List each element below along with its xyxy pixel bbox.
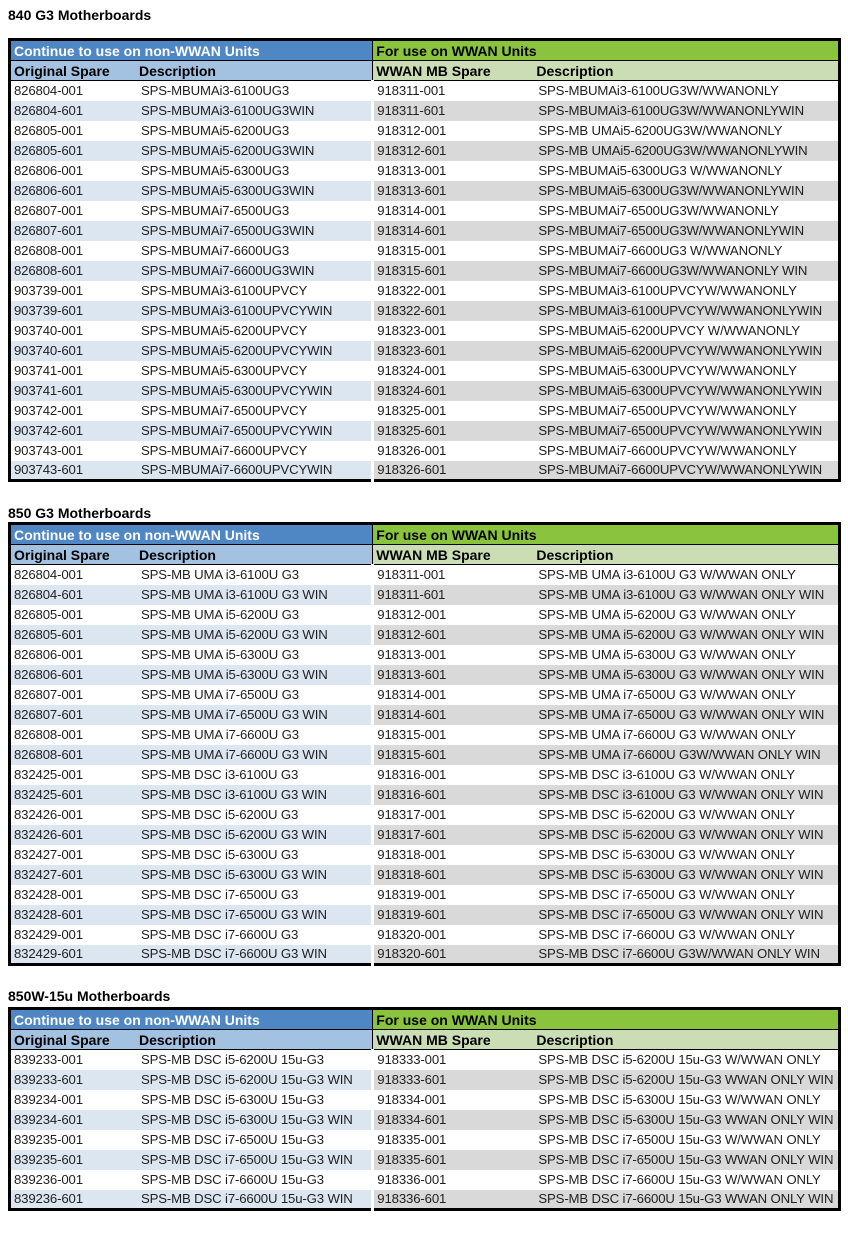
wwan-mb-spare-cell: 918334-601: [373, 1110, 534, 1130]
wwan-description-cell: SPS-MB UMA i5-6200U G3 W/WWAN ONLY WIN: [533, 625, 839, 645]
table-row: [10, 321, 840, 341]
original-spare-cell: 826808-601: [10, 261, 136, 281]
wwan-mb-spare-cell: 918317-001: [373, 805, 534, 825]
original-spare-cell: 826807-001: [14, 203, 83, 218]
wwan-description-cell: SPS-MBUMAi3-6100UPVCYW/WWANONLY: [538, 283, 797, 298]
table-row: [10, 885, 840, 905]
original-spare-cell: 903739-601: [10, 301, 136, 321]
original-spare-cell: 826804-001: [14, 83, 83, 99]
description-column-header: Description: [136, 1030, 373, 1050]
section-840-g3: [0, 0, 848, 482]
wwan-mb-spare-cell: 918312-001: [373, 121, 534, 141]
wwan-group-header: For use on WWAN Units: [373, 1009, 840, 1030]
motherboard-spares-table-850w-15u: [8, 1007, 841, 1211]
wwan-description-cell: SPS-MBUMAi5-6300UPVCYW/WWANONLY: [538, 363, 797, 378]
wwan-mb-spare-cell: 918316-001: [373, 765, 534, 785]
non-wwan-description-cell: SPS-MB DSC i7-6600U G3: [140, 927, 299, 942]
non-wwan-description-cell: SPS-MBUMAi5-6200UG3: [140, 123, 290, 138]
original-spare-cell: 826806-601: [10, 665, 136, 685]
table-row: [10, 1150, 840, 1170]
wwan-mb-spare-cell: 918326-601: [373, 461, 534, 481]
wwan-description-cell: SPS-MBUMAi5-6300UG3 W/WWANONLY: [538, 163, 783, 178]
wwan-description-cell: SPS-MB DSC i5-6300U G3 W/WWAN ONLY: [538, 847, 795, 862]
wwan-description-cell: SPS-MB DSC i5-6200U G3 W/WWAN ONLY WIN: [533, 825, 839, 845]
wwan-description-cell: SPS-MBUMAi5-6200UPVCYW/WWANONLYWIN: [533, 341, 839, 361]
table-body: [10, 1050, 840, 1210]
original-spare-cell: 826807-601: [10, 705, 136, 725]
non-wwan-group-header: Continue to use on non-WWAN Units: [10, 40, 373, 61]
table-row: [10, 1070, 840, 1090]
table-row: [10, 261, 840, 281]
wwan-mb-spare-cell: 918314-601: [373, 705, 534, 725]
table-row: [10, 161, 840, 181]
wwan-description-cell: SPS-MB UMA i7-6600U G3W/WWAN ONLY WIN: [533, 745, 839, 765]
table-body: [10, 81, 840, 481]
wwan-mb-spare-cell: 918320-001: [373, 925, 534, 945]
table-row: [10, 301, 840, 321]
non-wwan-description-cell: SPS-MBUMAi3-6100UPVCYWIN: [136, 301, 373, 321]
original-spare-cell: 826806-001: [14, 163, 83, 178]
wwan-description-cell: SPS-MB UMA i3-6100U G3 W/WWAN ONLY WIN: [533, 585, 839, 605]
wwan-mb-spare-cell: 918312-001: [373, 605, 534, 625]
original-spare-cell: 832426-601: [10, 825, 136, 845]
wwan-group-header: For use on WWAN Units: [373, 40, 840, 61]
table-row: [10, 725, 840, 745]
non-wwan-description-cell: SPS-MBUMAi7-6600UG3: [140, 243, 290, 258]
non-wwan-description-cell: SPS-MB DSC i5-6200U G3 WIN: [136, 825, 373, 845]
original-spare-cell: 903739-001: [14, 283, 83, 298]
original-spare-column-header: Original Spare: [10, 545, 136, 565]
wwan-description-cell: SPS-MB DSC i5-6300U G3 W/WWAN ONLY WIN: [533, 865, 839, 885]
table-row: [10, 381, 840, 401]
original-spare-cell: 839233-001: [14, 1052, 83, 1068]
original-spare-cell: 839234-001: [14, 1092, 83, 1107]
table-row: [10, 1170, 840, 1190]
wwan-description-cell: SPS-MBUMAi7-6500UPVCYW/WWANONLYWIN: [533, 421, 839, 441]
table-row: [10, 645, 840, 665]
table-row: [10, 201, 840, 221]
original-spare-cell: 903740-001: [14, 323, 83, 338]
wwan-mb-spare-cell: 918314-001: [373, 685, 534, 705]
original-spare-cell: 903741-601: [10, 381, 136, 401]
non-wwan-description-cell: SPS-MB DSC i3-6100U G3: [140, 767, 299, 782]
wwan-description-cell: SPS-MBUMAi7-6500UPVCYW/WWANONLY: [538, 403, 797, 418]
original-spare-cell: 839234-601: [10, 1110, 136, 1130]
table-row: [10, 745, 840, 765]
non-wwan-description-cell: SPS-MB DSC i7-6600U 15u-G3: [140, 1172, 324, 1187]
table-row: [10, 361, 840, 381]
wwan-description-cell: SPS-MB DSC i7-6500U G3 W/WWAN ONLY WIN: [533, 905, 839, 925]
wwan-description-cell: SPS-MBUMAi5-6300UG3W/WWANONLYWIN: [533, 181, 839, 201]
wwan-mb-spare-cell: 918311-001: [373, 565, 534, 585]
original-spare-cell: 826804-001: [14, 567, 83, 583]
wwan-description-cell: SPS-MB DSC i3-6100U G3 W/WWAN ONLY: [538, 767, 795, 782]
wwan-description-cell: SPS-MB DSC i5-6300U 15u-G3 W/WWAN ONLY: [538, 1092, 821, 1107]
non-wwan-description-cell: SPS-MBUMAi3-6100UG3: [140, 83, 290, 99]
wwan-mb-spare-cell: 918335-001: [373, 1130, 534, 1150]
table-row: [10, 785, 840, 805]
table-row: [10, 685, 840, 705]
table-row: [10, 461, 840, 481]
non-wwan-description-cell: SPS-MBUMAi5-6300UPVCY: [140, 363, 308, 378]
original-spare-cell: 839236-001: [14, 1172, 83, 1187]
wwan-mb-spare-cell: 918314-001: [373, 201, 534, 221]
non-wwan-description-cell: SPS-MB UMA i3-6100U G3 WIN: [136, 585, 373, 605]
description-column-header: Description: [533, 61, 839, 81]
non-wwan-description-cell: SPS-MB DSC i5-6300U G3 WIN: [136, 865, 373, 885]
wwan-description-cell: SPS-MBUMAi7-6500UG3W/WWANONLY: [538, 203, 779, 218]
original-spare-cell: 826805-601: [10, 141, 136, 161]
wwan-mb-spare-cell: 918315-601: [373, 745, 534, 765]
wwan-description-cell: SPS-MB DSC i7-6500U G3 W/WWAN ONLY: [538, 887, 795, 902]
wwan-description-cell: SPS-MBUMAi7-6600UPVCYW/WWANONLY: [538, 443, 797, 458]
group-header-row: [10, 1009, 840, 1030]
wwan-mb-spare-cell: 918315-601: [373, 261, 534, 281]
wwan-description-cell: SPS-MB DSC i7-6500U 15u-G3 WWAN ONLY WIN: [533, 1150, 839, 1170]
original-spare-cell: 826804-601: [10, 585, 136, 605]
non-wwan-description-cell: SPS-MBUMAi7-6500UG3WIN: [136, 221, 373, 241]
wwan-mb-spare-cell: 918318-601: [373, 865, 534, 885]
original-spare-cell: 832425-601: [10, 785, 136, 805]
wwan-description-cell: SPS-MBUMAi5-6200UPVCY W/WWANONLY: [538, 323, 801, 338]
non-wwan-description-cell: SPS-MB DSC i5-6300U G3: [140, 847, 299, 862]
wwan-mb-spare-cell: 918311-601: [373, 101, 534, 121]
wwan-description-cell: SPS-MBUMAi7-6600UPVCYW/WWANONLYWIN: [533, 461, 839, 481]
wwan-mb-spare-cell: 918316-601: [373, 785, 534, 805]
wwan-mb-spare-cell: 918322-001: [373, 281, 534, 301]
table-row: [10, 945, 840, 965]
table-row: [10, 845, 840, 865]
wwan-description-cell: SPS-MBUMAi3-6100UPVCYW/WWANONLYWIN: [533, 301, 839, 321]
non-wwan-description-cell: SPS-MBUMAi7-6500UPVCY: [140, 403, 308, 418]
group-header-row: [10, 524, 840, 545]
table-row: [10, 565, 840, 585]
non-wwan-description-cell: SPS-MB DSC i5-6200U 15u-G3: [140, 1052, 324, 1068]
non-wwan-description-cell: SPS-MB UMA i5-6300U G3: [140, 647, 299, 662]
table-row: [10, 241, 840, 261]
section-title: 850W-15u Motherboards: [8, 988, 171, 1004]
non-wwan-description-cell: SPS-MB UMA i5-6300U G3 WIN: [136, 665, 373, 685]
non-wwan-description-cell: SPS-MB UMA i7-6600U G3: [140, 727, 299, 742]
table-row: [10, 121, 840, 141]
wwan-description-cell: SPS-MB UMA i3-6100U G3 W/WWAN ONLY: [538, 567, 796, 583]
non-wwan-description-cell: SPS-MB DSC i5-6300U 15u-G3: [140, 1092, 324, 1107]
wwan-mb-spare-cell: 918313-001: [373, 161, 534, 181]
wwan-description-cell: SPS-MBUMAi7-6600UG3W/WWANONLY WIN: [533, 261, 839, 281]
table-row: [10, 81, 840, 101]
original-spare-cell: 832429-601: [10, 945, 136, 965]
table-row: [10, 665, 840, 685]
table-row: [10, 181, 840, 201]
non-wwan-description-cell: SPS-MBUMAi7-6600UG3WIN: [136, 261, 373, 281]
table-row: [10, 585, 840, 605]
original-spare-cell: 826804-601: [10, 101, 136, 121]
wwan-description-cell: SPS-MBUMAi7-6600UG3 W/WWANONLY: [538, 243, 783, 258]
table-row: [10, 421, 840, 441]
wwan-mb-spare-cell: 918325-001: [373, 401, 534, 421]
original-spare-cell: 839236-601: [10, 1190, 136, 1210]
wwan-mb-spare-cell: 918325-601: [373, 421, 534, 441]
original-spare-column-header: Original Spare: [10, 61, 136, 81]
original-spare-cell: 839235-601: [10, 1150, 136, 1170]
wwan-mb-spare-cell: 918313-601: [373, 181, 534, 201]
wwan-mb-spare-cell: 918313-601: [373, 665, 534, 685]
table-row: [10, 805, 840, 825]
original-spare-cell: 826805-001: [14, 123, 83, 138]
wwan-description-cell: SPS-MB DSC i7-6600U G3 W/WWAN ONLY: [538, 927, 795, 942]
motherboard-spares-table-850-g3: [8, 522, 841, 966]
original-spare-cell: 826806-001: [14, 647, 83, 662]
table-row: [10, 625, 840, 645]
non-wwan-description-cell: SPS-MB DSC i3-6100U G3 WIN: [136, 785, 373, 805]
table-row: [10, 1190, 840, 1210]
wwan-description-cell: SPS-MB DSC i7-6600U G3W/WWAN ONLY WIN: [533, 945, 839, 965]
non-wwan-description-cell: SPS-MB DSC i7-6600U G3 WIN: [136, 945, 373, 965]
original-spare-cell: 903743-601: [10, 461, 136, 481]
original-spare-cell: 826808-001: [14, 243, 83, 258]
section-850-g3: [0, 482, 848, 966]
wwan-description-cell: SPS-MB DSC i5-6200U G3 W/WWAN ONLY: [538, 807, 795, 822]
non-wwan-group-header: Continue to use on non-WWAN Units: [10, 1009, 373, 1030]
non-wwan-description-cell: SPS-MB DSC i5-6300U 15u-G3 WIN: [136, 1110, 373, 1130]
original-spare-cell: 832429-001: [14, 927, 83, 942]
wwan-mb-spare-cell: 918314-601: [373, 221, 534, 241]
non-wwan-description-cell: SPS-MB DSC i5-6200U 15u-G3 WIN: [136, 1070, 373, 1090]
non-wwan-description-cell: SPS-MB UMA i5-6200U G3: [140, 607, 299, 622]
table-row: [10, 825, 840, 845]
original-spare-cell: 903743-001: [14, 443, 83, 458]
original-spare-column-header: Original Spare: [10, 1030, 136, 1050]
table-row: [10, 1110, 840, 1130]
wwan-mb-spare-cell: 918322-601: [373, 301, 534, 321]
section-850w-15u: [0, 966, 848, 1211]
table-row: [10, 341, 840, 361]
wwan-mb-spare-column-header: WWAN MB Spare: [373, 545, 534, 565]
wwan-description-cell: SPS-MB UMA i7-6500U G3 W/WWAN ONLY WIN: [533, 705, 839, 725]
non-wwan-description-cell: SPS-MBUMAi5-6200UPVCYWIN: [136, 341, 373, 361]
wwan-mb-spare-cell: 918317-601: [373, 825, 534, 845]
wwan-mb-spare-cell: 918333-001: [373, 1050, 534, 1070]
table-row: [10, 925, 840, 945]
table-body: [10, 565, 840, 965]
non-wwan-description-cell: SPS-MB DSC i7-6500U 15u-G3: [140, 1132, 324, 1147]
non-wwan-description-cell: SPS-MBUMAi7-6500UG3: [140, 203, 290, 218]
non-wwan-description-cell: SPS-MBUMAi5-6200UG3WIN: [136, 141, 373, 161]
column-header-row: [10, 1030, 840, 1050]
wwan-description-cell: SPS-MB UMAi5-6200UG3W/WWANONLY: [538, 123, 783, 138]
original-spare-cell: 826805-001: [14, 607, 83, 622]
wwan-mb-spare-cell: 918323-001: [373, 321, 534, 341]
wwan-description-cell: SPS-MB UMAi5-6200UG3W/WWANONLYWIN: [533, 141, 839, 161]
non-wwan-description-cell: SPS-MBUMAi7-6500UPVCYWIN: [136, 421, 373, 441]
wwan-description-cell: SPS-MBUMAi7-6500UG3W/WWANONLYWIN: [533, 221, 839, 241]
wwan-description-cell: SPS-MB DSC i5-6200U 15u-G3 WWAN ONLY WIN: [533, 1070, 839, 1090]
original-spare-cell: 839235-001: [14, 1132, 83, 1147]
original-spare-cell: 826807-601: [10, 221, 136, 241]
original-spare-cell: 903742-001: [14, 403, 83, 418]
non-wwan-description-cell: SPS-MB DSC i7-6500U G3: [140, 887, 299, 902]
wwan-description-cell: SPS-MB UMA i7-6500U G3 W/WWAN ONLY: [538, 687, 796, 702]
non-wwan-description-cell: SPS-MBUMAi3-6100UPVCY: [140, 283, 308, 298]
table-row: [10, 865, 840, 885]
original-spare-cell: 832427-601: [10, 865, 136, 885]
wwan-description-cell: SPS-MB DSC i3-6100U G3 W/WWAN ONLY WIN: [533, 785, 839, 805]
original-spare-cell: 826806-601: [10, 181, 136, 201]
non-wwan-description-cell: SPS-MB UMA i7-6600U G3 WIN: [136, 745, 373, 765]
non-wwan-description-cell: SPS-MB DSC i7-6500U G3 WIN: [136, 905, 373, 925]
table-row: [10, 441, 840, 461]
table-row: [10, 1050, 840, 1070]
motherboard-spares-table-840-g3: [8, 38, 841, 482]
table-row: [10, 401, 840, 421]
wwan-description-cell: SPS-MB UMA i7-6600U G3 W/WWAN ONLY: [538, 727, 796, 742]
wwan-mb-spare-cell: 918311-001: [373, 81, 534, 101]
table-row: [10, 1130, 840, 1150]
wwan-mb-spare-cell: 918319-601: [373, 905, 534, 925]
section-title: 840 G3 Motherboards: [8, 7, 152, 23]
non-wwan-description-cell: SPS-MB DSC i7-6500U 15u-G3 WIN: [136, 1150, 373, 1170]
original-spare-cell: 832428-601: [10, 905, 136, 925]
wwan-mb-spare-column-header: WWAN MB Spare: [373, 1030, 534, 1050]
non-wwan-description-cell: SPS-MB DSC i5-6200U G3: [140, 807, 299, 822]
non-wwan-description-cell: SPS-MBUMAi5-6300UPVCYWIN: [136, 381, 373, 401]
wwan-description-cell: SPS-MB DSC i7-6600U 15u-G3 WWAN ONLY WIN: [533, 1190, 839, 1210]
table-row: [10, 765, 840, 785]
non-wwan-description-cell: SPS-MB DSC i7-6600U 15u-G3 WIN: [136, 1190, 373, 1210]
table-row: [10, 905, 840, 925]
wwan-mb-spare-cell: 918311-601: [373, 585, 534, 605]
wwan-description-cell: SPS-MB UMA i5-6300U G3 W/WWAN ONLY WIN: [533, 665, 839, 685]
table-row: [10, 1090, 840, 1110]
wwan-mb-spare-cell: 918323-601: [373, 341, 534, 361]
non-wwan-description-cell: SPS-MB UMA i7-6500U G3 WIN: [136, 705, 373, 725]
non-wwan-description-cell: SPS-MB UMA i5-6200U G3 WIN: [136, 625, 373, 645]
wwan-mb-spare-cell: 918312-601: [373, 625, 534, 645]
non-wwan-description-cell: SPS-MBUMAi5-6200UPVCY: [140, 323, 308, 338]
wwan-mb-spare-cell: 918319-001: [373, 885, 534, 905]
column-header-row: [10, 545, 840, 565]
wwan-mb-spare-cell: 918335-601: [373, 1150, 534, 1170]
wwan-description-cell: SPS-MBUMAi3-6100UG3W/WWANONLYWIN: [533, 101, 839, 121]
table-row: [10, 141, 840, 161]
original-spare-cell: 832426-001: [14, 807, 83, 822]
wwan-mb-spare-cell: 918315-001: [373, 241, 534, 261]
original-spare-cell: 903742-601: [10, 421, 136, 441]
wwan-mb-spare-cell: 918313-001: [373, 645, 534, 665]
wwan-mb-spare-cell: 918326-001: [373, 441, 534, 461]
wwan-mb-spare-cell: 918320-601: [373, 945, 534, 965]
table-row: [10, 705, 840, 725]
table-row: [10, 605, 840, 625]
wwan-mb-spare-cell: 918318-001: [373, 845, 534, 865]
table-row: [10, 281, 840, 301]
column-header-row: [10, 61, 840, 81]
wwan-mb-spare-cell: 918324-001: [373, 361, 534, 381]
wwan-mb-spare-column-header: WWAN MB Spare: [373, 61, 534, 81]
section-title: 850 G3 Motherboards: [8, 505, 152, 521]
table-row: [10, 101, 840, 121]
group-header-row: [10, 40, 840, 61]
non-wwan-description-cell: SPS-MBUMAi5-6300UG3: [140, 163, 290, 178]
description-column-header: Description: [533, 545, 839, 565]
wwan-description-cell: SPS-MB DSC i7-6600U 15u-G3 W/WWAN ONLY: [538, 1172, 821, 1187]
table-row: [10, 221, 840, 241]
original-spare-cell: 826808-601: [10, 745, 136, 765]
wwan-description-cell: SPS-MB UMA i5-6200U G3 W/WWAN ONLY: [538, 607, 796, 622]
wwan-mb-spare-cell: 918334-001: [373, 1090, 534, 1110]
original-spare-cell: 832427-001: [14, 847, 83, 862]
original-spare-cell: 839233-601: [10, 1070, 136, 1090]
non-wwan-description-cell: SPS-MBUMAi5-6300UG3WIN: [136, 181, 373, 201]
wwan-mb-spare-cell: 918312-601: [373, 141, 534, 161]
wwan-description-cell: SPS-MBUMAi5-6300UPVCYW/WWANONLYWIN: [533, 381, 839, 401]
non-wwan-description-cell: SPS-MBUMAi7-6600UPVCY: [140, 443, 308, 458]
description-column-header: Description: [533, 1030, 839, 1050]
wwan-group-header: For use on WWAN Units: [373, 524, 840, 545]
original-spare-cell: 832425-001: [14, 767, 83, 782]
original-spare-cell: 826807-001: [14, 687, 83, 702]
wwan-mb-spare-cell: 918315-001: [373, 725, 534, 745]
non-wwan-description-cell: SPS-MB UMA i3-6100U G3: [140, 567, 299, 583]
wwan-description-cell: SPS-MB DSC i7-6500U 15u-G3 W/WWAN ONLY: [538, 1132, 821, 1147]
wwan-description-cell: SPS-MB DSC i5-6200U 15u-G3 W/WWAN ONLY: [538, 1052, 821, 1068]
original-spare-cell: 826808-001: [14, 727, 83, 742]
wwan-mb-spare-cell: 918336-001: [373, 1170, 534, 1190]
original-spare-cell: 903741-001: [14, 363, 83, 378]
non-wwan-description-cell: SPS-MB UMA i7-6500U G3: [140, 687, 299, 702]
non-wwan-group-header: Continue to use on non-WWAN Units: [10, 524, 373, 545]
wwan-description-cell: SPS-MB UMA i5-6300U G3 W/WWAN ONLY: [538, 647, 796, 662]
wwan-description-cell: SPS-MB DSC i5-6300U 15u-G3 WWAN ONLY WIN: [533, 1110, 839, 1130]
non-wwan-description-cell: SPS-MBUMAi3-6100UG3WIN: [136, 101, 373, 121]
original-spare-cell: 832428-001: [14, 887, 83, 902]
description-column-header: Description: [136, 61, 373, 81]
wwan-mb-spare-cell: 918333-601: [373, 1070, 534, 1090]
original-spare-cell: 826805-601: [10, 625, 136, 645]
wwan-description-cell: SPS-MBUMAi3-6100UG3W/WWANONLY: [538, 83, 779, 99]
wwan-mb-spare-cell: 918336-601: [373, 1190, 534, 1210]
original-spare-cell: 903740-601: [10, 341, 136, 361]
description-column-header: Description: [136, 545, 373, 565]
wwan-mb-spare-cell: 918324-601: [373, 381, 534, 401]
non-wwan-description-cell: SPS-MBUMAi7-6600UPVCYWIN: [136, 461, 373, 481]
